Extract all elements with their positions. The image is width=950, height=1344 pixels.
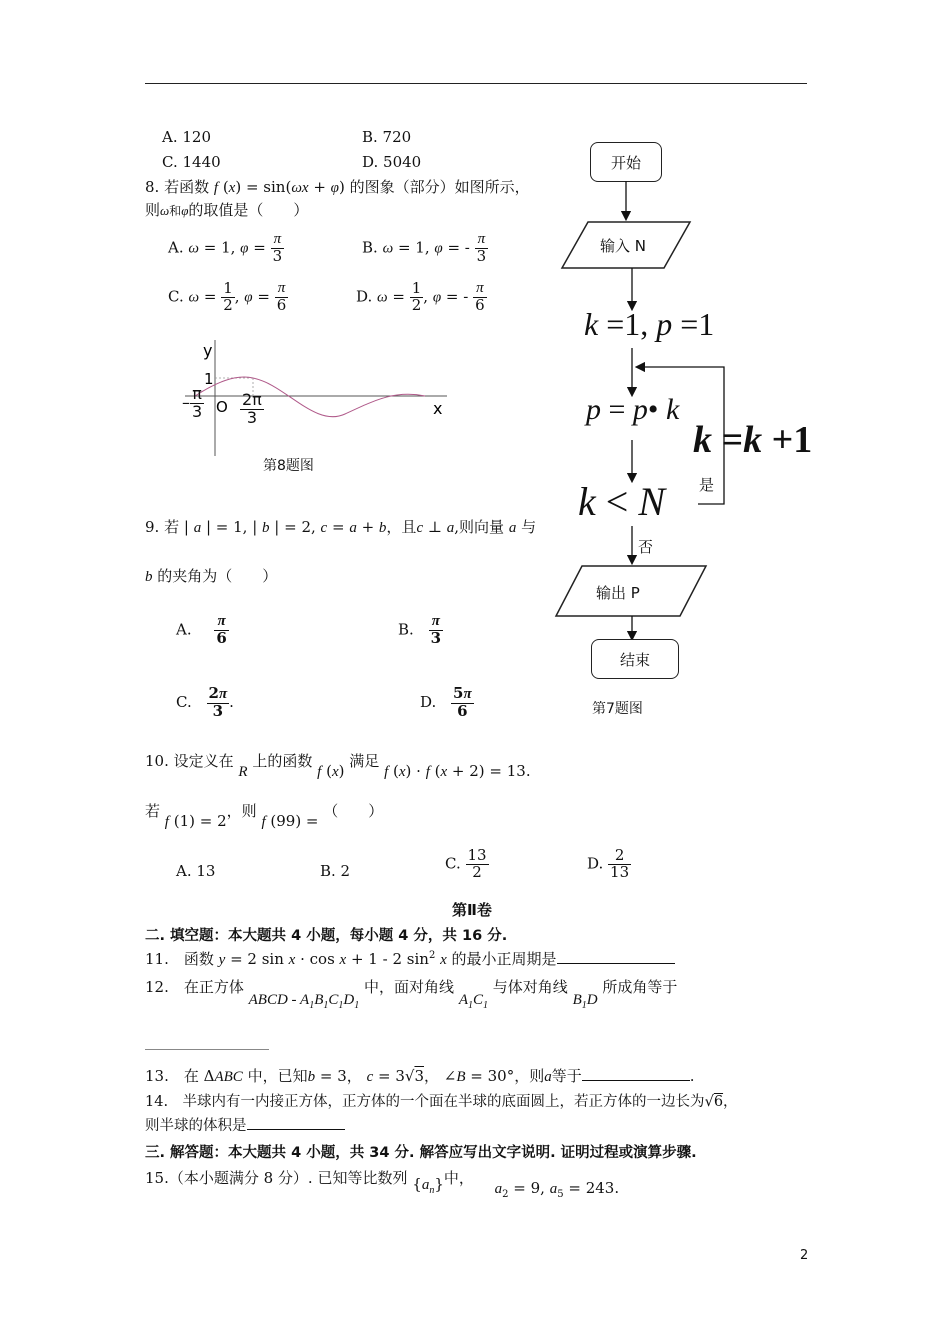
q7-option-c: C. 1440 xyxy=(162,153,221,171)
q15: 15.（本小题满分 8 分）. 已知等比数列 $\{a_n\}$中， $a_2 = 9$, $a_5 = 243$. xyxy=(145,1169,620,1200)
flowchart-update-p: p = p• k xyxy=(586,393,680,426)
q9-stem-line2: b 的夹角为（ ） xyxy=(145,567,278,585)
q7-option-d: D. 5040 xyxy=(362,153,422,171)
flowchart-input-label: 输入 N xyxy=(600,237,646,255)
q9-option-d: D. $\frac{5\pi}{6}$ xyxy=(420,684,472,720)
flowchart-condition: k < N xyxy=(578,479,666,524)
q8-stem-line1: 8. 若函数 f (x) = sin(ωx + φ) 的图象（部分）如图所示， xyxy=(145,178,530,196)
flowchart-output-label: 输出 P xyxy=(596,584,640,602)
graph-one-label: 1 xyxy=(204,370,214,388)
q8-graph-left-tick: – $\frac{\pi}{3}$ xyxy=(182,384,203,421)
section-2-title: 第Ⅱ卷 xyxy=(452,901,492,919)
flowchart-end-label: 结束 xyxy=(619,650,650,669)
q9-option-b: B. $\frac{\pi}{3}$ xyxy=(398,613,442,647)
q13: 13. 在 ΔABC 中，已知b = 3， c = 3√3， ∠B = 30°，则a等于 . xyxy=(145,1067,695,1085)
flowchart-no-label: 否 xyxy=(638,538,654,556)
q8-option-b: B. ω = 1, φ = - $\frac{\pi}{3}$ xyxy=(362,231,487,265)
q13-answer-blank[interactable] xyxy=(582,1080,690,1081)
header-rule xyxy=(145,83,807,84)
graph-y-label: y xyxy=(203,341,213,360)
flowchart-init-expression: k =1, p =1 xyxy=(584,306,715,342)
graph-origin-label: O xyxy=(216,398,228,416)
flowchart-caption: 第7题图 xyxy=(592,701,643,717)
part-3-heading: 三. 解答题：本大题共 4 小题，共 34 分. 解答应写出文字说明. 证明过程或演算步骤. xyxy=(145,1145,697,1161)
q10-stem-line1: 10. 设定义在 R 上的函数 f (x) 满足 f (x) · f (x + 2) = 13. xyxy=(145,752,531,780)
q14-line2: 则半球的体积是 xyxy=(145,1114,345,1135)
q9-option-a: A. $\frac{\pi}{6}$ xyxy=(176,613,227,647)
q10-option-c: C. $\frac{13}{2}$ xyxy=(445,846,487,881)
part-2-heading: 二. 填空题：本大题共 4 小题，每小题 4 分，共 16 分. xyxy=(145,928,508,944)
q8-option-a: A. ω = 1, φ = $\frac{\pi}{3}$ xyxy=(168,231,283,265)
q8-graph-right-tick: $\frac{2\pi}{3}$ xyxy=(242,390,262,427)
flowchart-start-label: 开始 xyxy=(610,153,641,172)
q10-stem-line2: 若 f (1) = 2，则 f (99) = （ ） xyxy=(145,802,384,830)
q8-graph-caption: 第8题图 xyxy=(263,458,314,474)
q14-answer-blank[interactable] xyxy=(247,1129,345,1130)
q14-line1: 14. 半球内有一内接正方体，正方体的一个面在半球的底面圆上，若正方体的一边长为√6， xyxy=(145,1094,738,1110)
q9-option-c: C. $\frac{2\pi}{3}$ . xyxy=(176,684,234,720)
q11-answer-blank[interactable] xyxy=(557,963,675,964)
graph-x-label: x xyxy=(433,399,443,418)
q10-option-d: D. $\frac{2}{13}$ xyxy=(587,846,630,881)
q12: 12. 在正方体 ABCD - $A_1B_1C_1D_1$ 中，面对角线 $A_1C_1$ 与体对角线 $B_1D$ 所成角等于 xyxy=(145,978,678,1011)
q12-answer-blank[interactable] xyxy=(145,1049,269,1050)
q10-option-b: B. 2 xyxy=(320,862,351,880)
q8-stem-line2: 则ω和φ的取值是（ ） xyxy=(145,201,309,219)
q8-sine-graph xyxy=(175,338,455,458)
flowchart-yes-label: 是 xyxy=(699,476,715,494)
flowchart-update-k: k =k +1 xyxy=(693,419,813,461)
q10-option-a: A. 13 xyxy=(176,862,216,880)
q9-stem-line1: 9. 若 | a | = 1, | b | = 2, c = a + b，且c ⊥ a,则向量 a 与 xyxy=(145,518,537,536)
sine-curve xyxy=(195,377,425,417)
q8-option-c: C. ω = $\frac{1}{2}$ , φ = $\frac{\pi}{6}$ xyxy=(168,279,287,314)
q8-option-d: D. ω = $\frac{1}{2}$ , φ = - $\frac{\pi}{6}$ xyxy=(356,279,485,314)
q7-option-a: A. 120 xyxy=(162,128,211,146)
flowchart-end xyxy=(591,639,679,679)
q7-option-b: B. 720 xyxy=(362,128,412,146)
q11: 11. 函数 y = 2 sin x · cos x + 1 - 2 $\sin^2 x$ 的最小正周期是 xyxy=(145,948,675,969)
page-number: 2 xyxy=(800,1248,809,1263)
